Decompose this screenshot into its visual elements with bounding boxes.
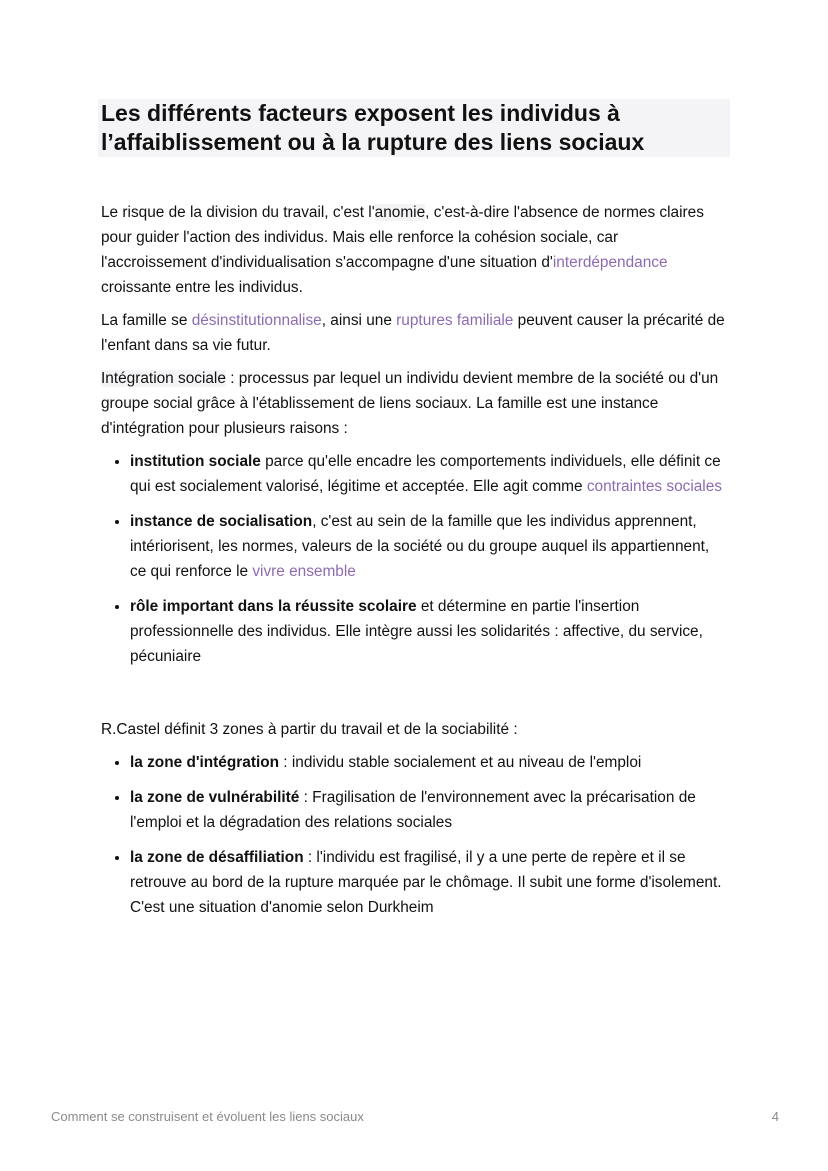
integration-reasons-list (101, 449, 727, 669)
list-item (130, 845, 727, 920)
link-interdependance[interactable]: interdépendance (552, 254, 668, 271)
list-item (130, 594, 727, 669)
footer-course-title: Comment se construisent et évoluent les liens sociaux (51, 1109, 364, 1124)
list-item-text: : l'individu est fragilisé, il y a une perte de repère et il se retrouve au bord de la rupture marquée par le chômage. Il subit une forme d'isolement. C'est une situation d'anomie selon Durkheim (130, 849, 722, 916)
castel-zones-list (101, 750, 727, 920)
list-item-term: la zone d'intégration (130, 754, 280, 771)
paragraph-text: , ainsi une (321, 312, 397, 329)
main-content (101, 200, 727, 930)
paragraph-integration-sociale (101, 366, 727, 441)
list-item-text: parce qu'elle encadre les comportements individuels, elle définit ce qui est socialement valorisé, légitime et acceptée. Elle agit comme (130, 453, 721, 495)
list-item (130, 449, 727, 499)
spacer (101, 679, 727, 717)
footer-page-number: 4 (771, 1109, 779, 1124)
paragraph-text: peuvent causer la précarité de l'enfant dans sa vie futur. (101, 312, 725, 354)
term-integration-sociale: Intégration sociale (101, 370, 226, 387)
list-item-text: : Fragilisation de l'environnement avec la précarisation de l'emploi et la dégradation des relations sociales (130, 789, 696, 831)
paragraph-text: : processus par lequel un individu devient membre de la société ou d'un groupe social grâce à l'établissement de liens sociaux. La famille est une instance d'intégration pour plusieurs raisons : (101, 370, 719, 437)
term-anomie: anomie (374, 204, 426, 221)
list-item-term: la zone de désaffiliation (130, 849, 304, 866)
list-item (130, 750, 727, 775)
list-item-term: rôle important dans la réussite scolaire (130, 598, 417, 615)
list-item (130, 509, 727, 584)
paragraph-text: Le risque de la division du travail, c'est l' (101, 204, 375, 221)
paragraph-text: , c'est-à-dire l'absence de normes claires pour guider l'action des individus. Mais elle renforce la cohésion sociale, car l'accroissement d'individualisation s'accompagne d'une situation d' (101, 204, 704, 271)
paragraph-division-travail (101, 200, 727, 300)
link-contraintes-sociales[interactable]: contraintes sociales (586, 478, 722, 495)
paragraph-famille (101, 308, 727, 358)
list-item-term: la zone de vulnérabilité (130, 789, 300, 806)
list-item-term: institution sociale (130, 453, 261, 470)
list-item-term: instance de socialisation (130, 513, 313, 530)
paragraph-text: croissante entre les individus. (101, 279, 303, 296)
page-title: Les différents facteurs exposent les individus à l’affaiblissement ou à la rupture des liens sociaux (98, 99, 730, 157)
link-desinstitutionnalise[interactable]: désinstitutionnalise (191, 312, 322, 329)
link-ruptures-familiale[interactable]: ruptures familiale (396, 312, 514, 329)
castel-intro: R.Castel définit 3 zones à partir du travail et de la sociabilité : (101, 721, 518, 738)
list-item (130, 785, 727, 835)
list-item-text: , c'est au sein de la famille que les individus apprennent, intériorisent, les normes, valeurs de la société ou du groupe auquel ils appartiennent, ce qui renforce le (130, 513, 710, 580)
link-vivre-ensemble[interactable]: vivre ensemble (252, 563, 356, 580)
list-item-text: : individu stable socialement et au niveau de l'emploi (279, 754, 642, 771)
paragraph-text: La famille se (101, 312, 192, 329)
list-item-text: et détermine en partie l'insertion professionnelle des individus. Elle intègre aussi les solidarités : affective, du service, pécuniaire (130, 598, 703, 665)
